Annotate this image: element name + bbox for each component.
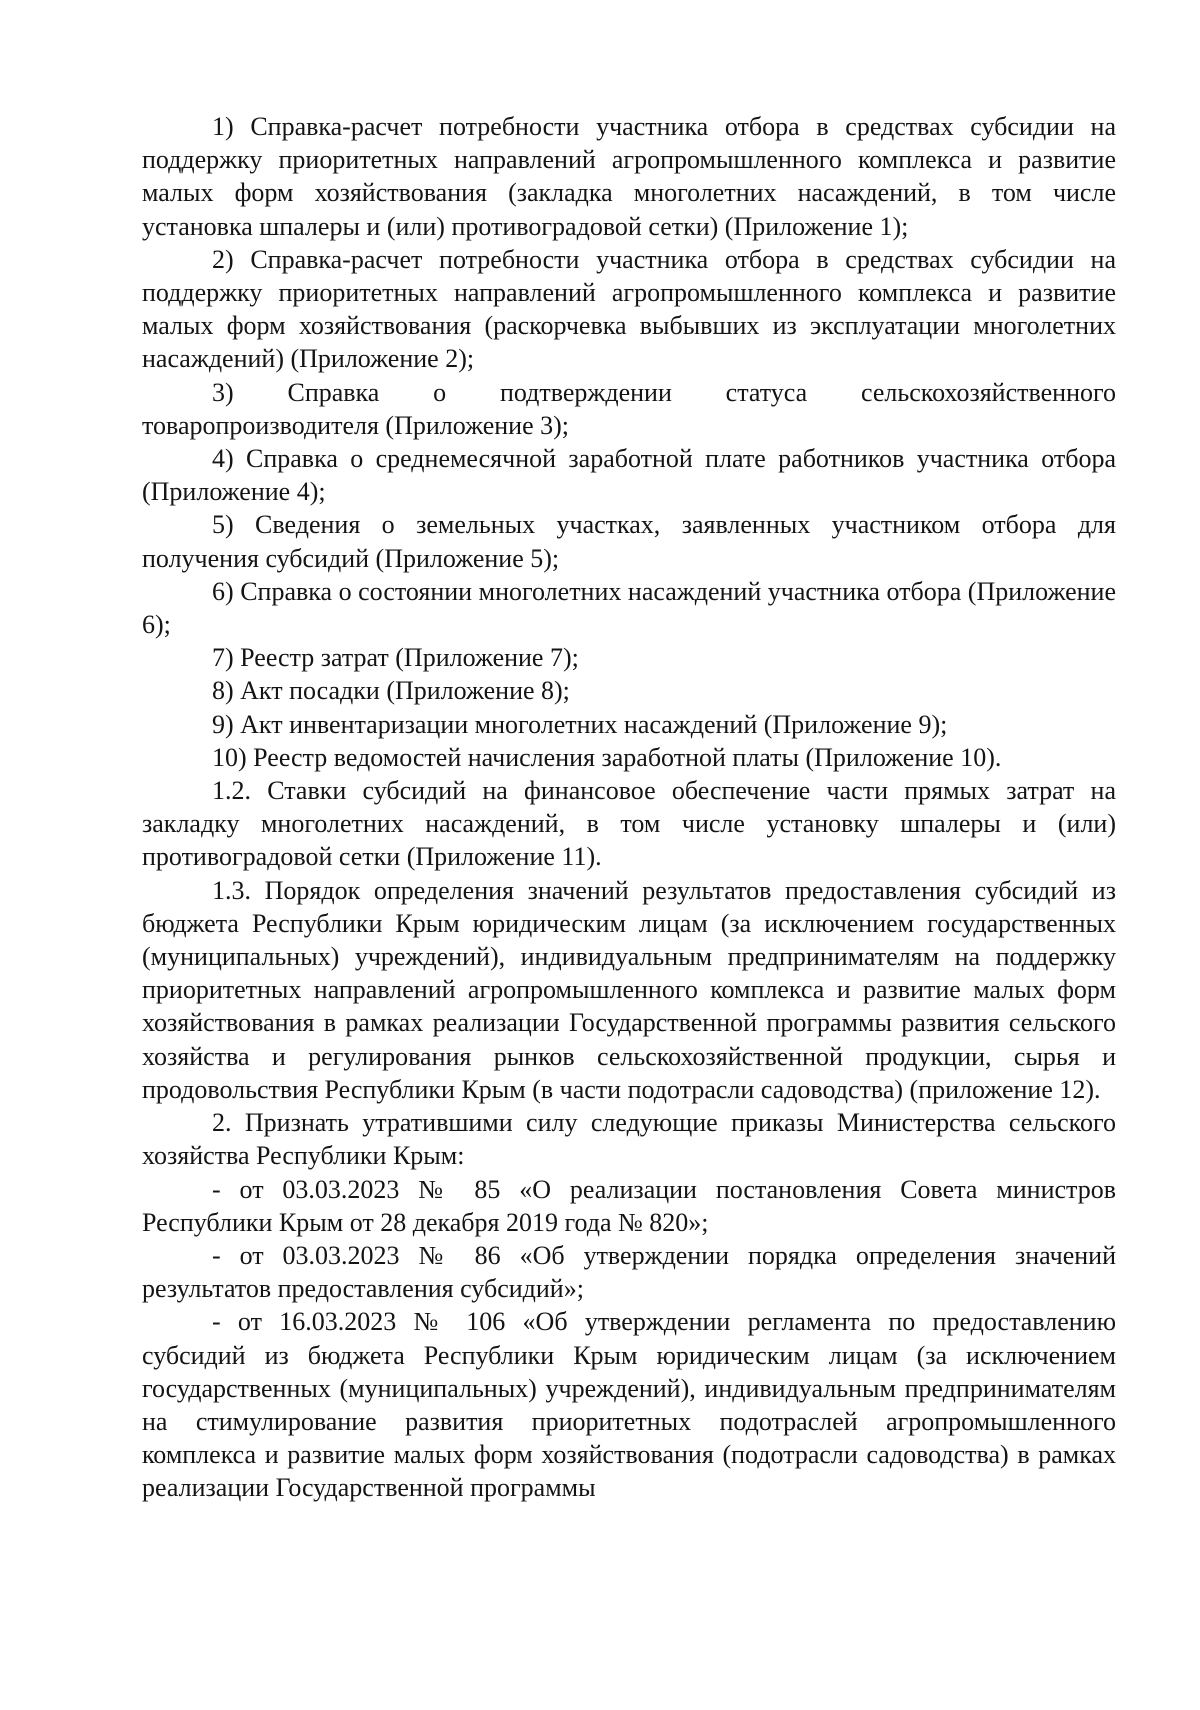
- repealed-order-85: - от 03.03.2023 № 85 «О реализации постановления Совета министров Республики Крым от 28 декабря 2019 года № 820»;: [142, 1174, 1116, 1237]
- list-item-appendix-5: 5) Сведения о земельных участках, заявленных участником отбора для получения субсидий (Приложение 5);: [142, 510, 1116, 573]
- list-item-appendix-4: 4) Справка о среднемесячной заработной плате работников участника отбора (Приложение 4);: [142, 444, 1116, 507]
- list-item-appendix-1: 1) Справка-расчет потребности участника отбора в средствах субсидии на поддержку приоритетных направлений агропромышленного комплекса и развитие малых форм хозяйствования (закладка многолетних насаждений, в том числе установка шпалеры и (или) противоградовой сетки) (Приложение 1);: [142, 112, 1116, 241]
- list-item-appendix-8: 8) Акт посадки (Приложение 8);: [212, 676, 570, 706]
- repealed-order-106: - от 16.03.2023 № 106 «Об утверждении регламента по предоставлению субсидий из бюджета Республики Крым юридическим лицам (за исключением государственных (муниципальных) учреждений), индивидуальным предпринимателям на стимулирование развития приоритетных подотраслей агропромышленного комплекса и развитие малых форм хозяйствования (подотрасли садоводства) в рамках реализации Государственной программы: [142, 1307, 1116, 1503]
- list-item-appendix-6: 6) Справка о состоянии многолетних насаждений участника отбора (Приложение 6);: [142, 576, 1116, 640]
- list-item-appendix-7: 7) Реестр затрат (Приложение 7);: [212, 643, 579, 673]
- list-item-appendix-3: 3) Справка о подтверждении статуса сельскохозяйственного товаропроизводителя (Приложение 3);: [142, 377, 1116, 440]
- list-item-appendix-10: 10) Реестр ведомостей начисления заработной платы (Приложение 10).: [212, 742, 1002, 772]
- clause-2: 2. Признать утратившими силу следующие приказы Министерства сельского хозяйства Республики Крым:: [142, 1108, 1116, 1171]
- list-item-appendix-9: 9) Акт инвентаризации многолетних насаждений (Приложение 9);: [212, 709, 948, 739]
- clause-1-3: 1.3. Порядок определения значений результатов предоставления субсидий из бюджета Республики Крым юридическим лицам (за исключением государственных (муниципальных) учреждений), индивидуальным предпринимателям на поддержку приоритетных направлений агропромышленного комплекса и развитие малых форм хозяйствования в рамках реализации Государственной программы развития сельского хозяйства и регулирования рынков сельскохозяйственной продукции, сырья и продовольствия Республики Крым (в части подотрасли садоводства) (приложение 12).: [142, 875, 1116, 1104]
- repealed-order-86: - от 03.03.2023 № 86 «Об утверждении порядка определения значений результатов предоставления субсидий»;: [142, 1240, 1116, 1304]
- document-body: [142, 110, 1116, 1505]
- list-item-appendix-2: 2) Справка-расчет потребности участника отбора в средствах субсидии на поддержку приоритетных направлений агропромышленного комплекса и развитие малых форм хозяйствования (раскорчевка выбывших из эксплуатации многолетних насаждений) (Приложение 2);: [142, 244, 1116, 374]
- clause-1-2: 1.2. Ставки субсидий на финансовое обеспечение части прямых затрат на закладку многолетних насаждений, в том числе установку шпалеры и (или) противоградовой сетки (Приложение 11).: [142, 776, 1116, 872]
